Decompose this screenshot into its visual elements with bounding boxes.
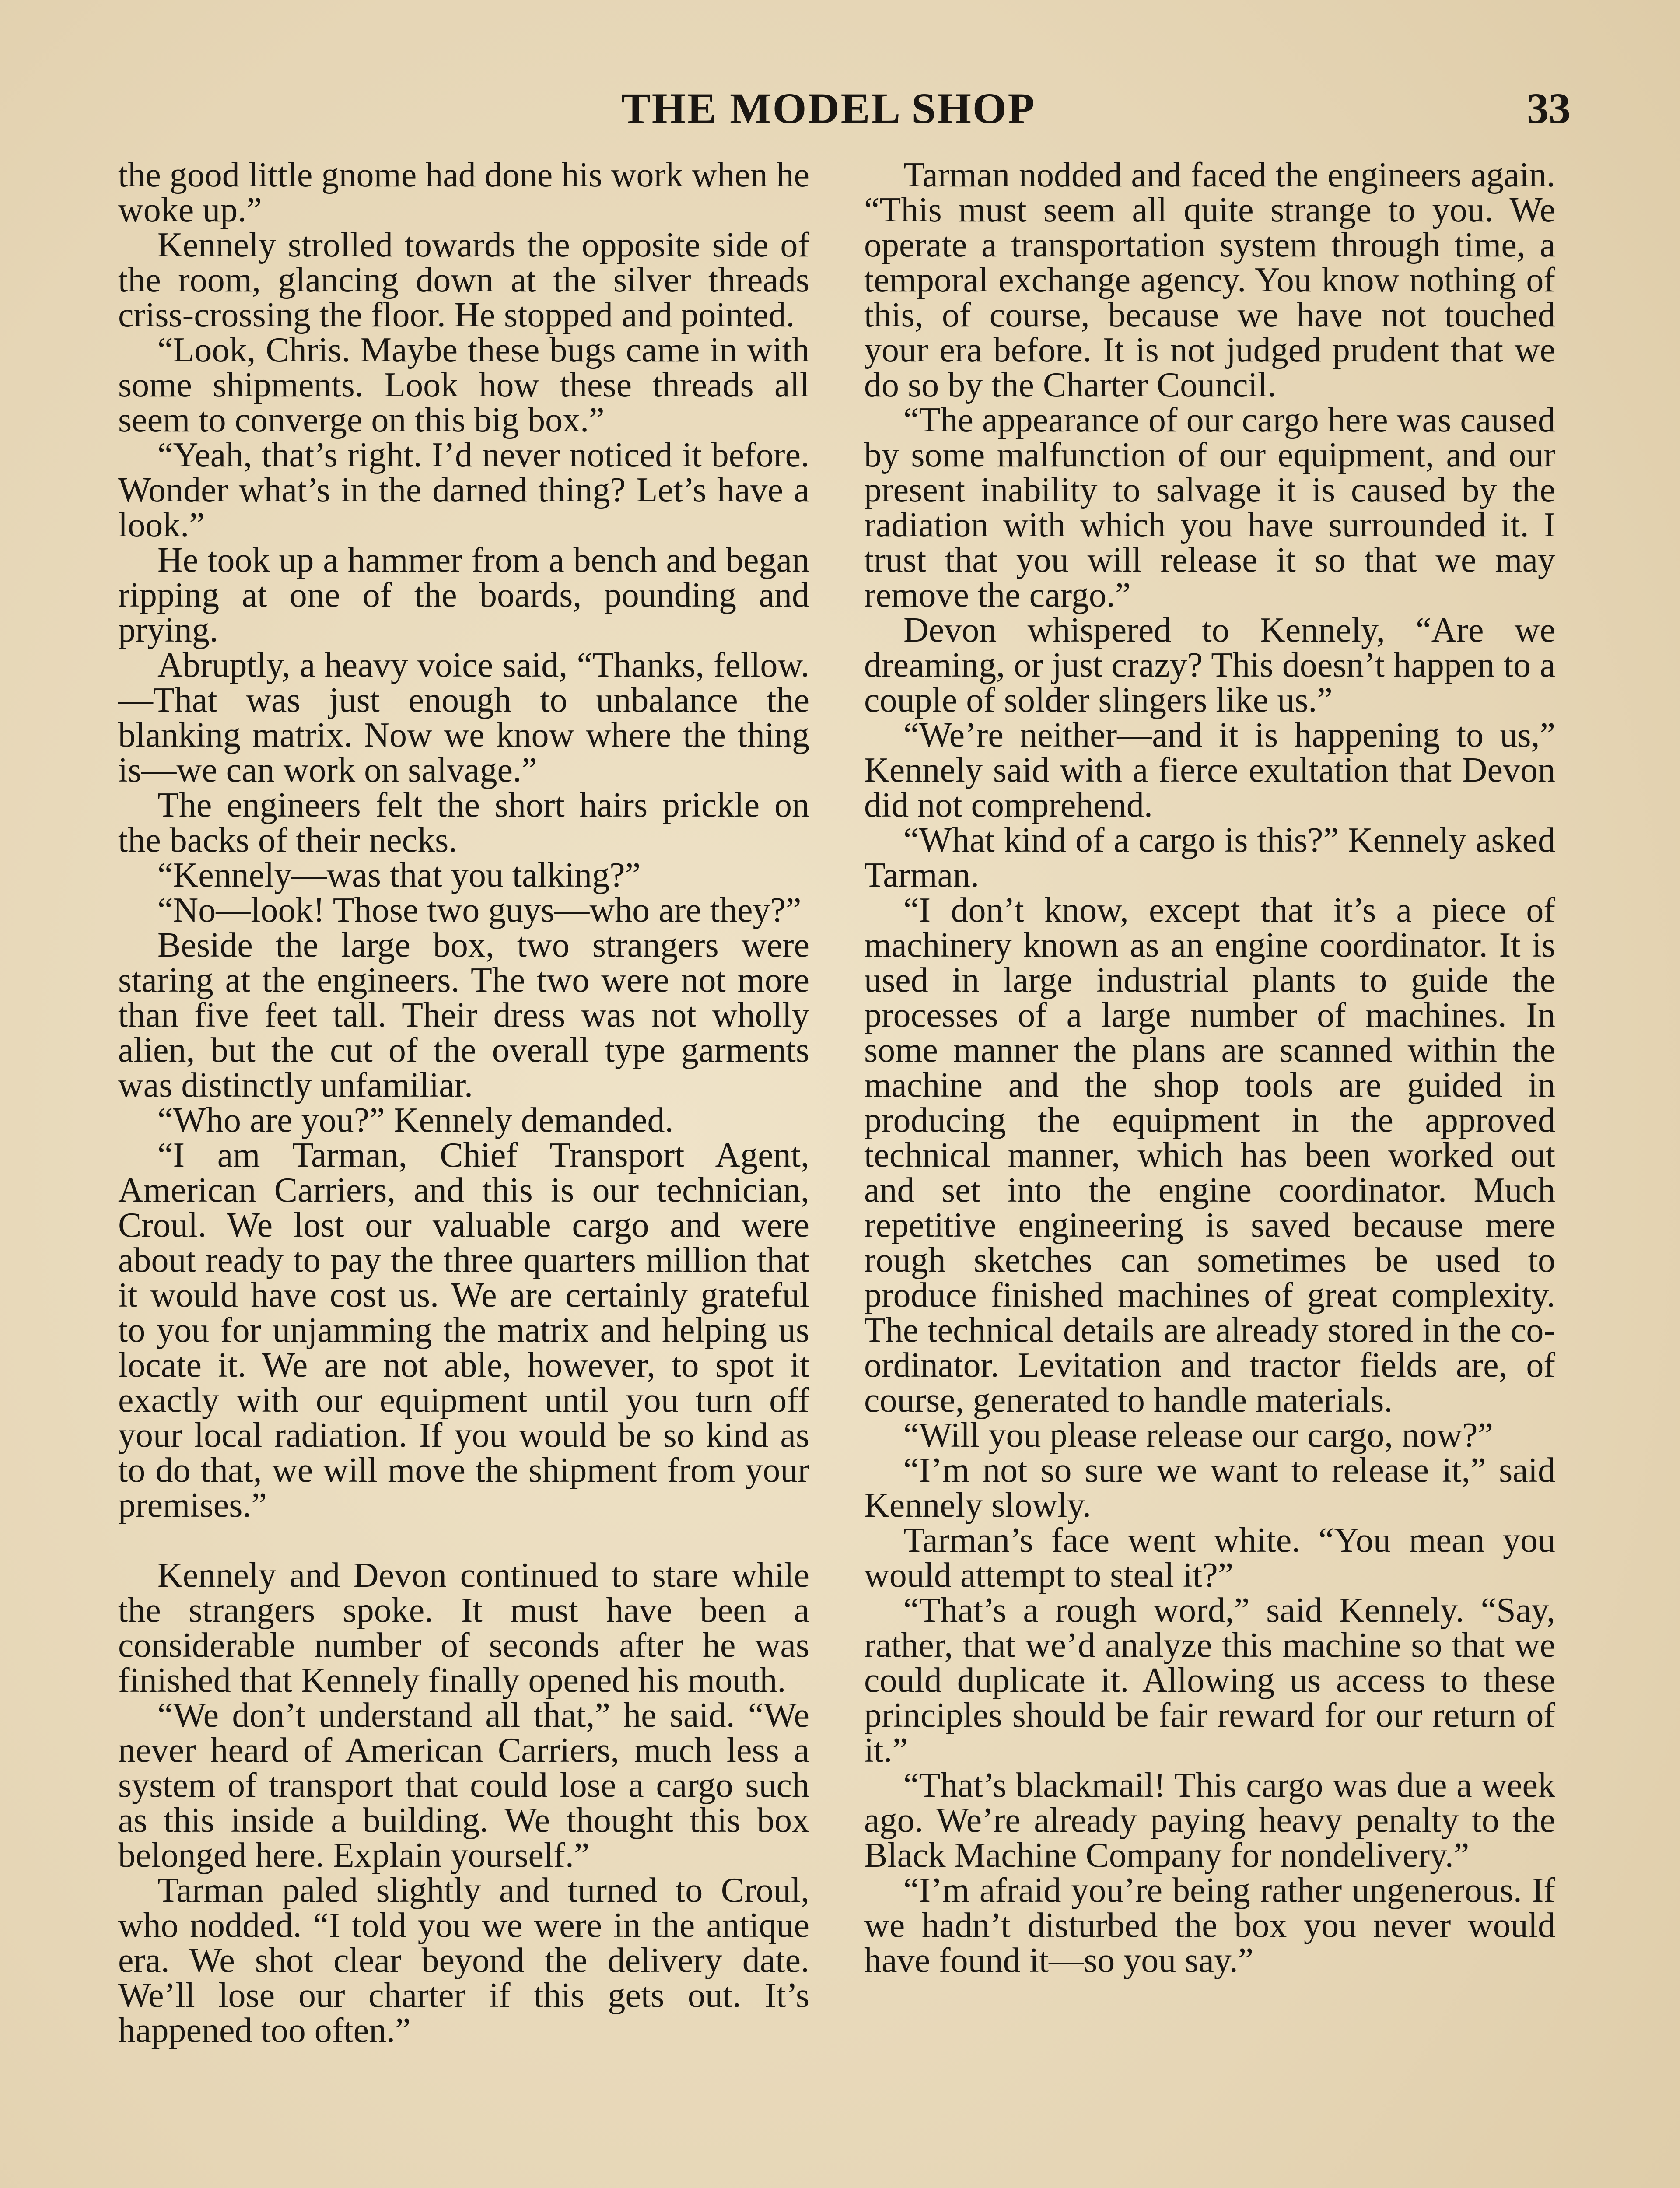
paragraph: “Look, Chris. Maybe these bugs came in with some shipments. Look how these threads all seem to converge on this big box.” bbox=[118, 331, 809, 439]
paragraph: The engineers felt the short hairs prickle on the backs of their necks. bbox=[118, 786, 809, 859]
paragraph: “That’s blackmail! This cargo was due a week ago. We’re already paying heavy penalty to the Black Machine Company for nondelivery.” bbox=[864, 1766, 1555, 1875]
paragraph: “What kind of a cargo is this?” Kennely asked Tarman. bbox=[864, 821, 1555, 894]
paragraph: “Kennely—was that you talking?” bbox=[158, 856, 641, 894]
paragraph: “I’m not so sure we want to release it,” said Kennely slowly. bbox=[864, 1451, 1555, 1525]
paragraph: Tarman nodded and faced the engineers again. “This must seem all quite strange to you. We operate a transportation system through time, a temporal exchange agency. You know nothing of this, of course, because we have not touched your era before. It is not judged prudent that we do so by the Charter Council. bbox=[864, 156, 1555, 404]
paragraph: “No—look! Those two guys—who are they?” bbox=[158, 891, 802, 929]
paragraph: Devon whispered to Kennely, “Are we dreaming, or just crazy? This doesn’t happen to a couple of solder slingers like us.” bbox=[864, 611, 1555, 719]
paragraph: “Yeah, that’s right. I’d never noticed it before. Wonder what’s in the darned thing? Let’s have a look.” bbox=[118, 436, 809, 544]
paragraph: “I don’t know, except that it’s a piece of machinery known as an engine coordinator. It is used in large industrial plants to guide the processes of a large number of machines. In some manner the plans are scanned within the machine and the shop tools are guided in producing the equipment in the approved technical manner, which has been worked out and set into the engine coordinator. Much repetitive engineering is saved because mere rough sketches can sometimes be used to produce finished machines of great complexity. The technical details are already stored in the co-ordinator. Levitation and tractor fields are, of course, generated to handle materials. bbox=[864, 891, 1555, 1420]
paragraph: the good little gnome had done his work when he woke up.” bbox=[118, 156, 809, 229]
right-column bbox=[864, 158, 1555, 1978]
paragraph: “We’re neither—and it is happening to us,” Kennely said with a fierce exultation that Devon did not comprehend. bbox=[864, 716, 1555, 824]
page-number: 33 bbox=[1527, 84, 1571, 133]
paragraph: “I’m afraid you’re being rather ungenerous. If we hadn’t disturbed the box you never would have found it—so you say.” bbox=[864, 1871, 1555, 1980]
paragraph: He took up a hammer from a bench and began ripping at one of the boards, pounding and prying. bbox=[118, 541, 809, 649]
paragraph: Tarman paled slightly and turned to Croul, who nodded. “I told you we were in the antique era. We shot clear beyond the delivery date. We’ll lose our charter if this gets out. It’s happened too often.” bbox=[118, 1871, 809, 2050]
paragraph: “I am Tarman, Chief Transport Agent, American Carriers, and this is our technician, Croul. We lost our valuable cargo and were about ready to pay the three quarters million that it would have cost us. We are certainly grateful to you for unjamming the matrix and helping us locate it. We are not able, however, to spot it exactly with our equipment until you turn off your local radiation. If you would be so kind as to do that, we will move the shipment from your premises.” bbox=[118, 1136, 809, 1525]
paragraph: “That’s a rough word,” said Kennely. “Say, rather, that we’d analyze this machine so that we could duplicate it. Allowing us access to these principles should be fair reward for our return of it.” bbox=[864, 1591, 1555, 1770]
paragraph: “Will you please release our cargo, now?” bbox=[903, 1416, 1494, 1455]
paragraph: Kennely strolled towards the opposite side of the room, glancing down at the silver threads criss-crossing the floor. He stopped and pointed. bbox=[118, 226, 809, 334]
running-head: THE MODEL SHOP bbox=[621, 84, 1036, 133]
paragraph: “We don’t understand all that,” he said. “We never heard of American Carriers, much less a system of transport that could lose a cargo such as this inside a building. We thought this box belonged here. Explain yourself.” bbox=[118, 1696, 809, 1875]
paragraph: Tarman’s face went white. “You mean you would attempt to steal it?” bbox=[864, 1521, 1555, 1595]
left-column bbox=[118, 158, 809, 2048]
paragraph: Beside the large box, two strangers were staring at the engineers. The two were not more than five feet tall. Their dress was not wholly alien, but the cut of the overall type garments was distinctly unfamiliar. bbox=[118, 926, 809, 1105]
paragraph: “Who are you?” Kennely demanded. bbox=[158, 1101, 674, 1140]
paragraph: “The appearance of our cargo here was caused by some malfunction of our equipment, and our present inability to salvage it is caused by the radiation with which you have surrounded it. I trust that you will release it so that we may remove the cargo.” bbox=[864, 401, 1555, 614]
paragraph: Abruptly, a heavy voice said, “Thanks, fellow.—That was just enough to unbalance the blanking matrix. Now we know where the thing is—we can work on salvage.” bbox=[118, 646, 809, 789]
paragraph: Kennely and Devon continued to stare while the strangers spoke. It must have been a considerable number of seconds after he was finished that Kennely finally opened his mouth. bbox=[118, 1556, 809, 1700]
